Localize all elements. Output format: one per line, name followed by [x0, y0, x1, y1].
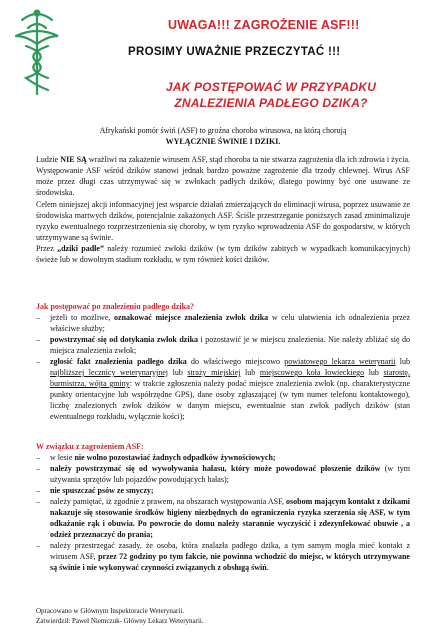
list-item-text: jeżeli to możliwe,: [50, 313, 115, 322]
list-item-text: (w tym używania sprzętów lub pojazdów powodujących hałas);: [50, 464, 410, 484]
section-heading: Jak postępować po znalezieniu padłego dzika?: [36, 302, 195, 311]
list-item-text: należy przestrzegać zasady, że osoba, która znalazła padłego dzika, a tym samym mogła mieć kontakt z wirusem ASF,: [50, 541, 410, 561]
section-what-to-do: [36, 301, 410, 422]
contact-option: powiatowego lekarza weterynarii: [284, 357, 396, 366]
footer-line-2: Zatwierdził: Paweł Niemczuk- Główny Lekarz Weterynarii.: [36, 617, 204, 625]
contact-option: starostę, burmistrza, wójta gminy: [50, 368, 410, 388]
list-item-text: lub: [168, 368, 188, 377]
list-item-emphasis: przez 72 godziny po tym fakcie, nie powinna wchodzić do miejsc, w których utrzymywane są świnie i nie wykonywać czynności związanych z obsługą świń: [50, 552, 410, 572]
list-item: [36, 312, 410, 334]
list-item-emphasis: osobom mającym kontakt z dzikami nakazuje się stosowanie środków higieny niezbędnych do ograniczenia ryzyka szerzenia się ASF, w tym odkażanie rąk i obuwia. Po powrocie do domu należy starannie wyczyścić i zdezynfekować obuwie , a odzież przeznaczyć do prania;: [50, 497, 410, 539]
paragraph-definition: [36, 243, 410, 265]
list-item: [36, 496, 410, 540]
section-threat: [36, 441, 410, 573]
contact-option: miejscowego koła łowieckiego: [259, 368, 365, 377]
list-item-text: w lesie: [50, 453, 75, 462]
list-item-text: należy pamiętać, iż zgodnie z prawem, na obszarach występowania ASF,: [50, 497, 287, 506]
instruction-list: [36, 312, 410, 422]
paragraph-humans: [36, 154, 410, 198]
paragraph-text: należy rozumieć zwłoki dzików (w tym dzików zabitych w wypadkach komunikacyjnych) świeże lub w dowolnym stadium rozkładu, w tym również kości dzików.: [36, 244, 410, 264]
list-item-emphasis: powstrzymać się od dotykania zwłok dzika: [50, 335, 199, 344]
list-item-emphasis: oznakować miejsce znalezienia zwłok dzika: [114, 313, 269, 322]
list-item-text: i pozostawić je w miejscu znalezienia. Nie należy zbliżać się do miejsca znalezienia zwłok;: [50, 335, 411, 355]
list-item-text: lub: [395, 357, 410, 366]
contact-option: najbliższej lecznicy weterynaryjnej: [50, 368, 169, 377]
alert-title: UWAGA!!! ZAGROŻENIE ASF!!!: [168, 18, 360, 32]
alert-subtitle: PROSIMY UWAŻNIE PRZECZYTAĆ !!!: [128, 46, 341, 58]
paragraph-text: Celem niniejszej akcji informacyjnej jest wsparcie działań zmierzających do eliminacji wirusa, poprzez usuwanie ze środowiska martwych dzików, potencjalnie zakażonych ASF. Ściśle przestrzeganie poniższych zasad zminimalizuje ryzyko ewentualnego rozprzestrzenienia się choroby, w tym ryzyko wprowadzenia ASF do gospodarstw, w których utrzymywane są świnie.: [36, 200, 410, 242]
list-item-emphasis: zgłosić fakt znalezienia padłego dzika: [50, 357, 187, 366]
list-item-emphasis: nie spuszczać psów ze smyczy;: [50, 486, 154, 495]
list-item-text: .: [266, 563, 269, 572]
list-item-text: lub: [364, 368, 384, 377]
list-item: [36, 540, 410, 573]
list-item-text: : w trakcie zgłoszenia należy podać miejsce znalezienia zwłok (np. charakterystyczne punkty orientacyjne lub współrzędne GPS), dane osoby zgłaszającej (w tym numer telefonu kontaktowego), liczbę znalezionych zwłok dzików w danym miejscu, ewentualnie stan zwłok padłych dzików (stan ewentualnego rozkładu, wyłącznie kości);: [50, 379, 410, 421]
list-item: [36, 463, 410, 485]
footer: [36, 606, 204, 626]
list-item-text: lub: [240, 368, 260, 377]
paragraph-emphasis: NIE SĄ: [60, 155, 87, 164]
intro-line-1: Afrykański pomór świń (ASF) to groźna choroba wirusowa, na którą chorują: [99, 126, 347, 135]
footer-line-1: Opracowano w Głównym Inspektoracie Weterynarii.: [36, 607, 185, 615]
rules-list: [36, 452, 410, 573]
heading-line-1: JAK POSTĘPOWAĆ W PRZYPADKU: [165, 80, 377, 94]
list-item-text: w celu ułatwienia ich odnalezienia przez właściwe służby;: [50, 313, 411, 333]
paragraph-purpose: [36, 199, 410, 265]
section-heading: W związku z zagrożeniem ASF:: [36, 442, 144, 451]
paragraph-text: Przez: [36, 244, 58, 253]
paragraph-emphasis: „dziki padłe”: [57, 244, 104, 253]
list-item-emphasis: należy powstrzymać się od wywoływania hałasu, który może powodować płoszenie dzików: [50, 464, 381, 473]
list-item: [36, 356, 410, 422]
intro-line-2: WYŁĄCZNIE ŚWINIE I DZIKI.: [165, 137, 281, 146]
list-item-emphasis: nie wolno pozostawiać żadnych odpadków żywnościowych;: [74, 453, 276, 462]
contact-option: straży miejskiej: [187, 368, 241, 377]
list-item: [36, 485, 410, 496]
caduceus-icon: [8, 6, 66, 98]
list-item: [36, 452, 410, 463]
paragraph-text: wrażliwi na zakażenie wirusem ASF, stąd choroba ta nie stwarza zagrożenia dla ich zdrowia i życia. Występowanie ASF wśród dzików stanowi jednak bardzo poważne zagrożenie dla trzody chlewnej. Wirus ASF może przez długi czas utrzymywać się w zwłokach padłych dzików, dlatego powinny być one usuwane ze środowiska.: [36, 155, 411, 197]
intro: [40, 125, 406, 147]
list-item-text: do właściwego miejscowo: [186, 357, 285, 366]
paragraph-text: Ludzie: [36, 155, 61, 164]
list-item: [36, 334, 410, 356]
heading-line-2: ZNALEZIENIA PADŁEGO DZIKA?: [174, 96, 368, 110]
